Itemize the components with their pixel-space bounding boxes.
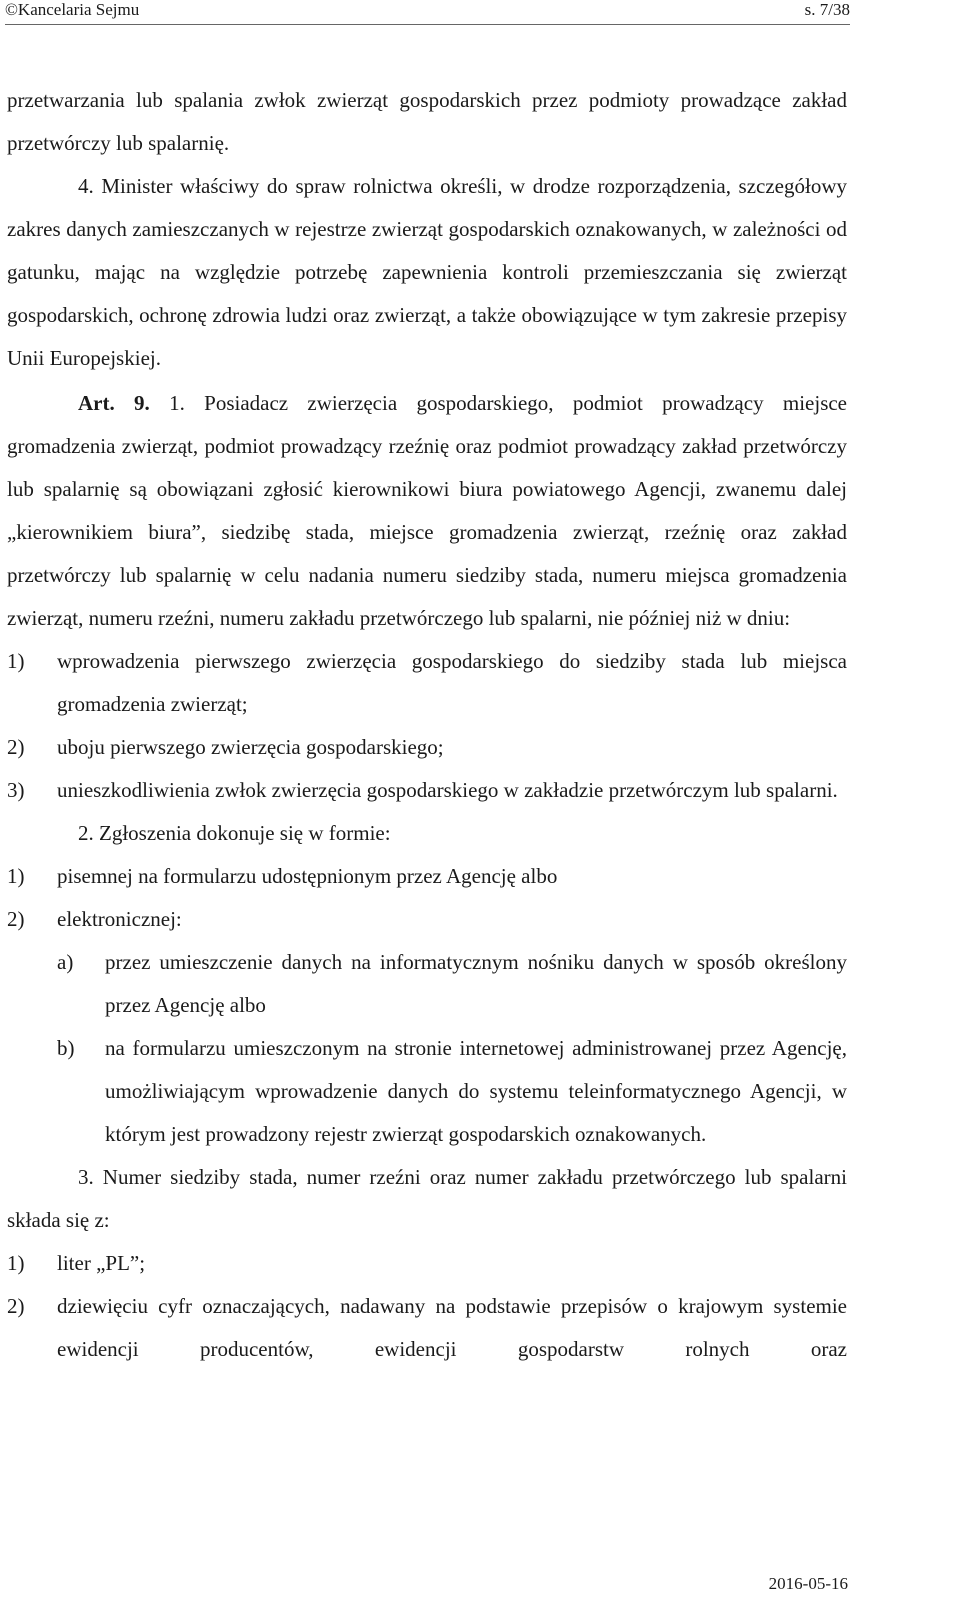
list-item-text: uboju pierwszego zwierzęcia gospodarskiego; bbox=[57, 735, 444, 759]
list-item bbox=[7, 855, 847, 898]
list-item bbox=[7, 769, 847, 812]
list-item-text: pisemnej na formularzu udostępnionym przez Agencję albo bbox=[57, 864, 558, 888]
sub-list-item-letter: b) bbox=[57, 1036, 75, 1060]
article-9-paragraph-1 bbox=[7, 382, 847, 640]
list-item-text: elektronicznej: bbox=[57, 907, 182, 931]
list-item-text: dziewięciu cyfr oznaczających, nadawany na podstawie przepisów o krajowym systemie ewidencji producentów, ewidencji gospodarstw rolnych oraz bbox=[57, 1294, 847, 1361]
sub-list-item bbox=[7, 941, 847, 1027]
sub-list-item-text: przez umieszczenie danych na informatycznym nośniku danych w sposób określony przez Agencję albo bbox=[105, 950, 847, 1017]
page-number: s. 7/38 bbox=[804, 0, 850, 19]
sub-list-item-letter: a) bbox=[57, 950, 74, 974]
paragraph-point-2: 2. Zgłoszenia dokonuje się w formie: bbox=[78, 821, 391, 845]
list-item-number: 2) bbox=[7, 1294, 25, 1318]
list-item-number: 2) bbox=[7, 907, 25, 931]
article-text: 1. Posiadacz zwierzęcia gospodarskiego, podmiot prowadzący miejsce gromadzenia zwierząt, podmiot prowadzący rzeźnię oraz podmiot prowadzący zakład przetwórczy lub spalarnię są obowiązani zgłosić kierownikowi biura powiatowego Agencji, zwanemu dalej „kierownikiem biura”, siedzibę stada, miejsce gromadzenia zwierząt, rzeźnię oraz zakład przetwórczy lub spalarnię w celu nadania numeru siedziby stada, numeru miejsca gromadzenia zwierząt, numeru rzeźni, numeru zakładu przetwórczego lub spalarni, nie później niż w dniu: bbox=[7, 391, 848, 630]
list-item bbox=[7, 640, 847, 726]
list-item-text: liter „PL”; bbox=[57, 1251, 146, 1275]
list-item-number: 3) bbox=[7, 778, 25, 802]
list-item bbox=[7, 726, 847, 769]
copyright-label: ©Kancelaria Sejmu bbox=[5, 0, 140, 19]
list-item bbox=[7, 1242, 847, 1285]
paragraph-point-3: 3. Numer siedziby stada, numer rzeźni oraz numer zakładu przetwórczego lub spalarni składa się z: bbox=[7, 1165, 847, 1232]
list-item-number: 1) bbox=[7, 864, 25, 888]
list-item-number: 1) bbox=[7, 649, 25, 673]
article-label: Art. 9. bbox=[78, 391, 150, 415]
page-header bbox=[5, 0, 850, 25]
list-item-number: 1) bbox=[7, 1251, 25, 1275]
list-item-number: 2) bbox=[7, 735, 25, 759]
paragraph-continuation: przetwarzania lub spalania zwłok zwierząt gospodarskich przez podmioty prowadzące zakład przetwórczy lub spalarnię. bbox=[7, 88, 847, 155]
document-body bbox=[7, 79, 847, 1371]
list-item-text: wprowadzenia pierwszego zwierzęcia gospodarskiego do siedziby stada lub miejsca gromadzenia zwierząt; bbox=[57, 649, 847, 716]
sub-list-item-text: na formularzu umieszczonym na stronie internetowej administrowanej przez Agencję, umożliwiającym wprowadzenie danych do systemu teleinformatycznego Agencji, w którym jest prowadzony rejestr zwierząt gospodarskich oznakowanych. bbox=[105, 1036, 847, 1146]
sub-list-item bbox=[7, 1027, 847, 1156]
list-item bbox=[7, 898, 847, 941]
paragraph-point-4: 4. Minister właściwy do spraw rolnictwa określi, w drodze rozporządzenia, szczegółowy zakres danych zamieszczanych w rejestrze zwierząt gospodarskich oznakowanych, w zależności od gatunku, mając na względzie potrzebę zapewnienia kontroli przemieszczania się zwierząt gospodarskich, ochronę zdrowia ludzi oraz zwierząt, a także obowiązujące w tym zakresie przepisy Unii Europejskiej. bbox=[7, 174, 847, 370]
list-item bbox=[7, 1285, 847, 1371]
list-item-text: unieszkodliwienia zwłok zwierzęcia gospodarskiego w zakładzie przetwórczym lub spalarni. bbox=[57, 778, 838, 802]
page-date: 2016-05-16 bbox=[768, 1574, 848, 1593]
